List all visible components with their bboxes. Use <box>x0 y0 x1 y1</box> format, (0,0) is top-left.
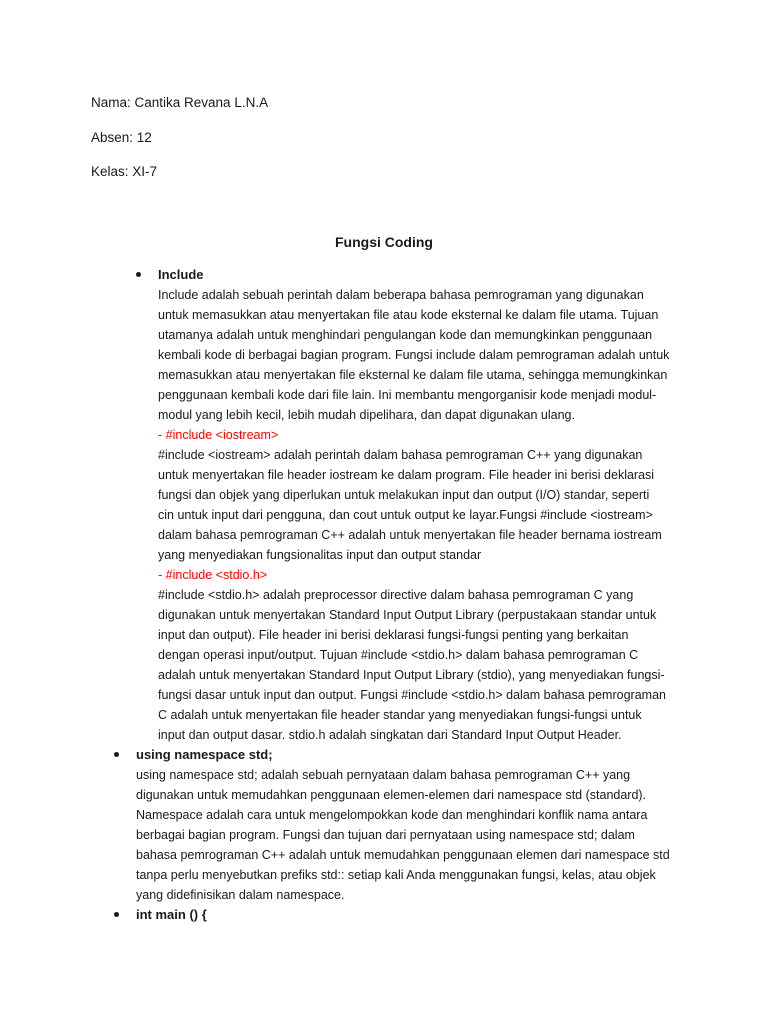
text-line: fungsi dan objek yang diperlukan untuk melakukan input dan output (I/O) standar, seperti <box>158 488 650 502</box>
document-title: Fungsi Coding <box>335 234 433 250</box>
include-description <box>158 285 669 745</box>
text-line: bahasa pemrograman C++ adalah untuk memudahkan penggunaan elemen dari namespace std <box>136 848 670 862</box>
text-line: memasukkan atau menyertakan file eksternal ke dalam file utama, sehingga memungkinkan <box>158 368 668 382</box>
text-line: #include <iostream> adalah perintah dalam bahasa pemrograman C++ yang digunakan <box>158 448 643 462</box>
student-class: Kelas: XI-7 <box>91 164 158 179</box>
text-line: tanpa perlu menyebutkan prefiks std:: setiap kali Anda menggunakan fungsi, kelas, atau objek <box>136 868 656 882</box>
text-line: penggunaan kembali kode dari file lain. Ini membantu mengorganisir kode menjadi modul- <box>158 388 657 402</box>
int-main-heading: int main () { <box>136 907 207 922</box>
text-line: adalah untuk menyertakan Standard Input Output Library (stdio), yang menyediakan fungsi- <box>158 668 665 682</box>
stdio-subheading: - #include <stdio.h> <box>158 568 268 582</box>
text-line: yang menyediakan fungsionalitas input dan output standar <box>158 548 482 562</box>
namespace-heading: using namespace std; <box>136 747 273 762</box>
namespace-description <box>136 765 670 905</box>
text-line: kembali kode di berbagai bagian program. Fungsi include dalam pemrograman adalah untuk <box>158 348 670 362</box>
text-line: digunakan untuk menyertakan Standard Input Output Library (perpustakaan standar untuk <box>158 608 657 622</box>
iostream-subheading: - #include <iostream> <box>158 428 279 442</box>
text-line: dalam bahasa pemrograman C++ adalah untuk menyertakan file header bernama iostream <box>158 528 662 542</box>
bullet-dot-icon <box>114 912 119 917</box>
text-line: dengan operasi input/output. Tujuan #include <stdio.h> dalam bahasa pemrograman C <box>158 648 639 662</box>
text-line: digunakan untuk memudahkan penggunaan elemen-elemen dari namespace std (standard). <box>136 788 647 802</box>
bullet-dot-icon <box>114 752 119 757</box>
include-heading: Include <box>158 267 204 282</box>
text-line: cin untuk input dari pengguna, dan cout untuk output ke layar.Fungsi #include <iostream> <box>158 508 653 522</box>
student-absen: Absen: 12 <box>91 130 152 145</box>
text-line: input dan output). File header ini berisi deklarasi fungsi-fungsi penting yang berkaitan <box>158 628 629 642</box>
text-line: yang didefinisikan dalam namespace. <box>136 888 345 902</box>
text-line: input dan output dasar. stdio.h adalah singkatan dari Standard Input Output Header. <box>158 728 622 742</box>
text-line: #include <stdio.h> adalah preprocessor directive dalam bahasa pemrograman C yang <box>158 588 634 602</box>
bullet-dot-icon <box>136 272 141 277</box>
text-line: berbagai bagian program. Fungsi dan tujuan dari pernyataan using namespace std; dalam <box>136 828 635 842</box>
text-line: Include adalah sebuah perintah dalam beberapa bahasa pemrograman yang digunakan <box>158 288 644 302</box>
text-line: untuk memasukkan atau menyertakan file atau kode eksternal ke dalam file utama. Tujuan <box>158 308 659 322</box>
student-name: Nama: Cantika Revana L.N.A <box>91 95 269 110</box>
text-line: Namespace adalah cara untuk mengelompokkan kode dan menghindari konflik nama antara <box>136 808 648 822</box>
text-line: fungsi dasar untuk input dan output. Fungsi #include <stdio.h> dalam bahasa pemrograman <box>158 688 666 702</box>
text-line: utamanya adalah untuk menghindari pengulangan kode dan memungkinkan penggunaan <box>158 328 653 342</box>
text-line: untuk menyertakan file header iostream ke dalam program. File header ini berisi deklarasi <box>158 468 655 482</box>
text-line: modul yang lebih kecil, lebih mudah dipelihara, dan dapat digunakan ulang. <box>158 408 575 422</box>
text-line: using namespace std; adalah sebuah pernyataan dalam bahasa pemrograman C++ yang <box>136 768 631 782</box>
text-line: C adalah untuk menyertakan file header standar yang menyediakan fungsi-fungsi untuk <box>158 708 642 722</box>
